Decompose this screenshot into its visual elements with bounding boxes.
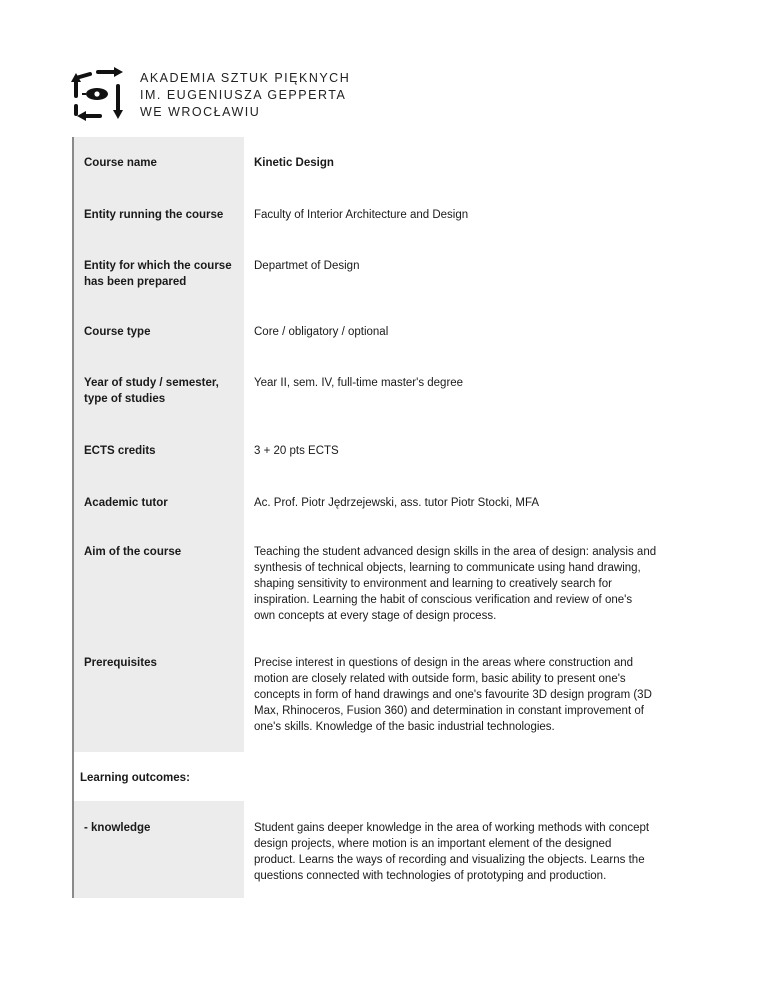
row-label: Year of study / semester, type of studies [84,377,219,405]
course-table [72,137,694,898]
row-aim [74,525,694,637]
value-cell [244,239,694,306]
row-label: Prerequisites [84,657,157,669]
row-label: Academic tutor [84,497,168,509]
row-label: ECTS credits [84,445,156,457]
row-label: Course name [84,157,157,169]
label-cell [74,525,244,637]
row-course-type [74,306,694,357]
value-cell [244,188,694,239]
label-cell [74,137,244,188]
row-value: Teaching the student advanced design skills in the area of design: analysis and synthesis of technical objects, learning to communicate using hand drawing, shaping sensitivity to environment and learning to creatively search for inspiration. Learning the habit of conscious verification and review of one's own concepts at every stage of design process. [254,546,657,622]
label-cell [74,239,244,306]
value-cell [244,357,694,424]
institution-line-2: IM. EUGENIUSZA GEPPERTA [140,88,347,102]
value-cell [244,637,694,752]
row-knowledge [74,801,694,898]
row-ects [74,424,694,475]
value-cell [244,801,694,898]
row-value: Precise interest in questions of design in the areas where construction and motion are closely related with outside form, basic ability to present one's concepts in form of hand drawings and one's favourite 3D design program (3D Max, Rhinoceros, Fusion 360) and determination in constant improvement of one's skills. Knowledge of the basic industrial technologies. [254,657,652,733]
row-academic-tutor [74,475,694,525]
row-course-name [74,137,694,188]
row-value: Faculty of Interior Architecture and Design [254,209,469,221]
row-prerequisites [74,637,694,752]
label-cell [74,306,244,357]
value-cell [244,475,694,525]
row-value: Departmet of Design [254,260,360,272]
label-cell [74,357,244,424]
learning-outcomes-heading: Learning outcomes: [80,772,190,784]
value-cell [244,525,694,637]
label-cell [74,801,244,898]
value-cell [244,424,694,475]
row-label: Entity for which the course has been prepared [84,260,232,288]
label-cell [74,637,244,752]
row-label: Entity running the course [84,209,224,221]
row-value: Core / obligatory / optional [254,326,389,338]
row-entity-running [74,188,694,239]
value-cell [244,137,694,188]
institution-line-3: WE WROCŁAWIU [140,105,261,119]
row-value: Kinetic Design [254,157,334,169]
label-cell [74,475,244,525]
row-value: Year II, sem. IV, full-time master's degree [254,377,464,389]
institution-line-1: AKADEMIA SZTUK PIĘKNYCH [140,71,351,85]
academy-logo-icon [70,66,124,122]
row-value: Student gains deeper knowledge in the area of working methods with concept design projects, where motion is an important element of the designed product. Learns the ways of recording and visualizing the objects. Learns the questions connected with technologies of prototyping and production. [254,822,650,882]
row-value: Ac. Prof. Piotr Jędrzejewski, ass. tutor Piotr Stocki, MFA [254,497,540,509]
row-label: Course type [84,326,151,338]
row-year-of-study [74,357,694,424]
row-label: Aim of the course [84,546,182,558]
value-cell [244,306,694,357]
institution-name [140,70,440,121]
row-label: - knowledge [84,822,151,834]
section-heading [74,752,694,801]
row-entity-prepared [74,239,694,306]
label-cell [74,188,244,239]
label-cell [74,424,244,475]
row-value: 3 + 20 pts ECTS [254,445,339,457]
